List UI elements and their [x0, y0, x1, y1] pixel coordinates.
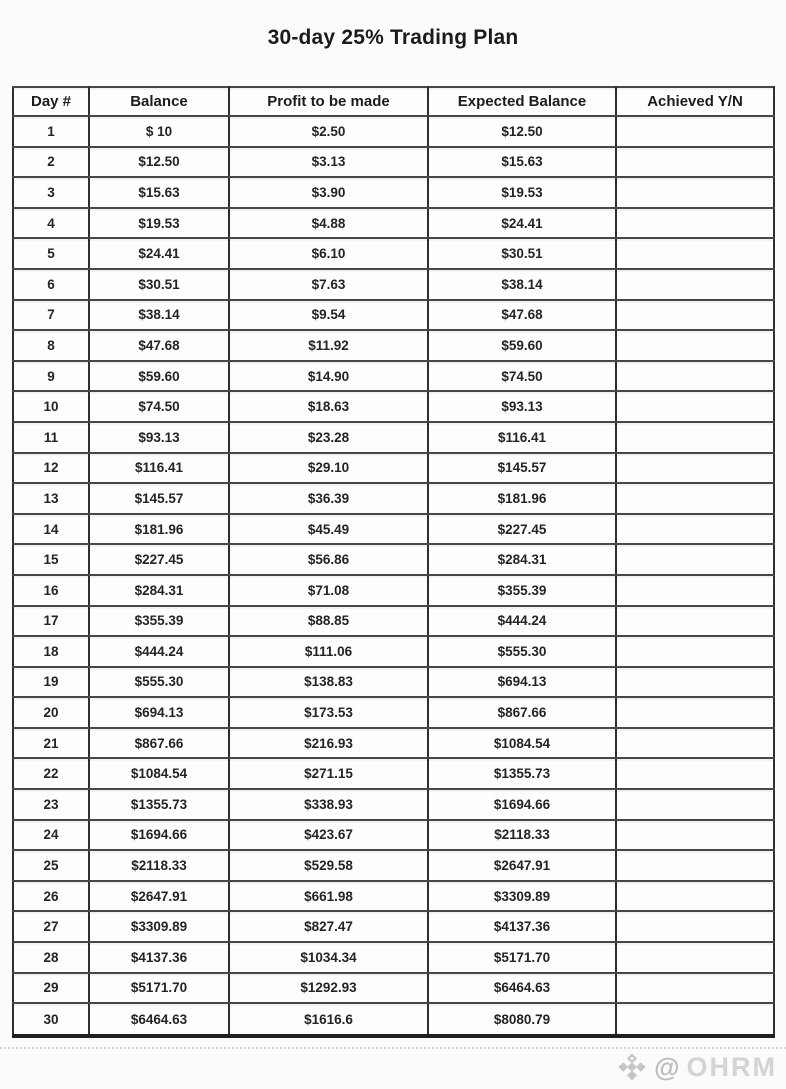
- table-row: [13, 911, 774, 942]
- binance-diamond-icon: [617, 1052, 647, 1082]
- profit-cell: $1616.6: [229, 1003, 428, 1036]
- day-cell: 23: [13, 789, 89, 820]
- day-cell: 22: [13, 758, 89, 789]
- expected-balance-cell: $93.13: [428, 391, 616, 422]
- balance-cell: $2118.33: [89, 850, 229, 881]
- balance-cell: $181.96: [89, 514, 229, 545]
- expected-balance-cell: $74.50: [428, 361, 616, 392]
- expected-balance-cell: $59.60: [428, 330, 616, 361]
- balance-cell: $284.31: [89, 575, 229, 606]
- day-cell: 9: [13, 361, 89, 392]
- achieved-cell: [616, 391, 774, 422]
- balance-cell: $ 10: [89, 116, 229, 147]
- balance-cell: $1694.66: [89, 820, 229, 851]
- profit-cell: $3.90: [229, 177, 428, 208]
- profit-cell: $4.88: [229, 208, 428, 239]
- table-row: [13, 606, 774, 637]
- table-shadow-line: [0, 1047, 786, 1049]
- balance-cell: $444.24: [89, 636, 229, 667]
- profit-cell: $529.58: [229, 850, 428, 881]
- day-cell: 12: [13, 453, 89, 484]
- balance-cell: $3309.89: [89, 911, 229, 942]
- balance-cell: $1084.54: [89, 758, 229, 789]
- day-cell: 26: [13, 881, 89, 912]
- expected-balance-cell: $555.30: [428, 636, 616, 667]
- achieved-cell: [616, 820, 774, 851]
- day-cell: 6: [13, 269, 89, 300]
- achieved-cell: [616, 758, 774, 789]
- day-cell: 7: [13, 300, 89, 331]
- expected-balance-cell: $19.53: [428, 177, 616, 208]
- achieved-cell: [616, 483, 774, 514]
- achieved-cell: [616, 177, 774, 208]
- profit-cell: $88.85: [229, 606, 428, 637]
- achieved-cell: [616, 422, 774, 453]
- profit-cell: $11.92: [229, 330, 428, 361]
- balance-cell: $555.30: [89, 667, 229, 698]
- table-row: [13, 483, 774, 514]
- balance-cell: $867.66: [89, 728, 229, 759]
- profit-cell: $14.90: [229, 361, 428, 392]
- profit-cell: $36.39: [229, 483, 428, 514]
- achieved-cell: [616, 453, 774, 484]
- achieved-cell: [616, 514, 774, 545]
- achieved-cell: [616, 1003, 774, 1036]
- table-row: [13, 667, 774, 698]
- expected-balance-cell: $145.57: [428, 453, 616, 484]
- achieved-cell: [616, 147, 774, 178]
- profit-cell: $7.63: [229, 269, 428, 300]
- achieved-cell: [616, 973, 774, 1004]
- expected-balance-cell: $116.41: [428, 422, 616, 453]
- day-cell: 25: [13, 850, 89, 881]
- balance-cell: $694.13: [89, 697, 229, 728]
- header-balance: Balance: [89, 87, 229, 116]
- balance-cell: $59.60: [89, 361, 229, 392]
- table-row: [13, 391, 774, 422]
- balance-cell: $38.14: [89, 300, 229, 331]
- expected-balance-cell: $5171.70: [428, 942, 616, 973]
- table-row: [13, 636, 774, 667]
- achieved-cell: [616, 789, 774, 820]
- table-row: [13, 575, 774, 606]
- table-row: [13, 973, 774, 1004]
- balance-cell: $6464.63: [89, 1003, 229, 1036]
- achieved-cell: [616, 238, 774, 269]
- achieved-cell: [616, 667, 774, 698]
- table-row: [13, 789, 774, 820]
- day-cell: 5: [13, 238, 89, 269]
- profit-cell: $6.10: [229, 238, 428, 269]
- profit-cell: $2.50: [229, 116, 428, 147]
- profit-cell: $138.83: [229, 667, 428, 698]
- balance-cell: $93.13: [89, 422, 229, 453]
- table-row: [13, 300, 774, 331]
- day-cell: 1: [13, 116, 89, 147]
- expected-balance-cell: $1694.66: [428, 789, 616, 820]
- expected-balance-cell: $15.63: [428, 147, 616, 178]
- table-row: [13, 697, 774, 728]
- profit-cell: $71.08: [229, 575, 428, 606]
- table-row: [13, 1003, 774, 1036]
- day-cell: 4: [13, 208, 89, 239]
- achieved-cell: [616, 728, 774, 759]
- day-cell: 11: [13, 422, 89, 453]
- balance-cell: $2647.91: [89, 881, 229, 912]
- expected-balance-cell: $47.68: [428, 300, 616, 331]
- day-cell: 8: [13, 330, 89, 361]
- profit-cell: $45.49: [229, 514, 428, 545]
- profit-cell: $423.67: [229, 820, 428, 851]
- table-row: [13, 728, 774, 759]
- day-cell: 21: [13, 728, 89, 759]
- balance-cell: $24.41: [89, 238, 229, 269]
- expected-balance-cell: $24.41: [428, 208, 616, 239]
- day-cell: 24: [13, 820, 89, 851]
- profit-cell: $1292.93: [229, 973, 428, 1004]
- table-row: [13, 881, 774, 912]
- profit-cell: $216.93: [229, 728, 428, 759]
- day-cell: 18: [13, 636, 89, 667]
- header-day: Day #: [13, 87, 89, 116]
- expected-balance-cell: $38.14: [428, 269, 616, 300]
- expected-balance-cell: $3309.89: [428, 881, 616, 912]
- expected-balance-cell: $867.66: [428, 697, 616, 728]
- watermark-name: OHRM: [686, 1051, 777, 1082]
- day-cell: 2: [13, 147, 89, 178]
- expected-balance-cell: $2647.91: [428, 850, 616, 881]
- balance-cell: $116.41: [89, 453, 229, 484]
- profit-cell: $3.13: [229, 147, 428, 178]
- day-cell: 28: [13, 942, 89, 973]
- achieved-cell: [616, 850, 774, 881]
- profit-cell: $1034.34: [229, 942, 428, 973]
- expected-balance-cell: $4137.36: [428, 911, 616, 942]
- profit-cell: $29.10: [229, 453, 428, 484]
- day-cell: 19: [13, 667, 89, 698]
- day-cell: 15: [13, 544, 89, 575]
- balance-cell: $145.57: [89, 483, 229, 514]
- profit-cell: $18.63: [229, 391, 428, 422]
- day-cell: 30: [13, 1003, 89, 1036]
- profit-cell: $23.28: [229, 422, 428, 453]
- achieved-cell: [616, 911, 774, 942]
- table-row: [13, 361, 774, 392]
- achieved-cell: [616, 361, 774, 392]
- balance-cell: $19.53: [89, 208, 229, 239]
- achieved-cell: [616, 575, 774, 606]
- header-expected-balance: Expected Balance: [428, 87, 616, 116]
- profit-cell: $271.15: [229, 758, 428, 789]
- table-row: [13, 422, 774, 453]
- table-header-row: [13, 87, 774, 116]
- achieved-cell: [616, 269, 774, 300]
- table-row: [13, 758, 774, 789]
- expected-balance-cell: $1355.73: [428, 758, 616, 789]
- expected-balance-cell: $694.13: [428, 667, 616, 698]
- table-row: [13, 820, 774, 851]
- table-row: [13, 177, 774, 208]
- expected-balance-cell: $227.45: [428, 514, 616, 545]
- expected-balance-cell: $181.96: [428, 483, 616, 514]
- table-row: [13, 942, 774, 973]
- expected-balance-cell: $8080.79: [428, 1003, 616, 1036]
- balance-cell: $5171.70: [89, 973, 229, 1004]
- profit-cell: $111.06: [229, 636, 428, 667]
- achieved-cell: [616, 881, 774, 912]
- profit-cell: $9.54: [229, 300, 428, 331]
- table-row: [13, 453, 774, 484]
- balance-cell: $74.50: [89, 391, 229, 422]
- achieved-cell: [616, 208, 774, 239]
- profit-cell: $661.98: [229, 881, 428, 912]
- header-profit: Profit to be made: [229, 87, 428, 116]
- expected-balance-cell: $2118.33: [428, 820, 616, 851]
- day-cell: 14: [13, 514, 89, 545]
- table-row: [13, 850, 774, 881]
- expected-balance-cell: $355.39: [428, 575, 616, 606]
- day-cell: 17: [13, 606, 89, 637]
- balance-cell: $1355.73: [89, 789, 229, 820]
- table-row: [13, 208, 774, 239]
- day-cell: 27: [13, 911, 89, 942]
- expected-balance-cell: $30.51: [428, 238, 616, 269]
- table-row: [13, 147, 774, 178]
- table-row: [13, 238, 774, 269]
- balance-cell: $4137.36: [89, 942, 229, 973]
- day-cell: 13: [13, 483, 89, 514]
- expected-balance-cell: $1084.54: [428, 728, 616, 759]
- balance-cell: $15.63: [89, 177, 229, 208]
- achieved-cell: [616, 942, 774, 973]
- achieved-cell: [616, 697, 774, 728]
- day-cell: 20: [13, 697, 89, 728]
- day-cell: 10: [13, 391, 89, 422]
- table-row: [13, 544, 774, 575]
- balance-cell: $355.39: [89, 606, 229, 637]
- balance-cell: $47.68: [89, 330, 229, 361]
- table-row: [13, 269, 774, 300]
- profit-cell: $56.86: [229, 544, 428, 575]
- watermark: [617, 1051, 777, 1083]
- header-achieved: Achieved Y/N: [616, 87, 774, 116]
- balance-cell: $12.50: [89, 147, 229, 178]
- profit-cell: $173.53: [229, 697, 428, 728]
- achieved-cell: [616, 116, 774, 147]
- day-cell: 29: [13, 973, 89, 1004]
- page-title: 30-day 25% Trading Plan: [267, 26, 519, 49]
- profit-cell: $827.47: [229, 911, 428, 942]
- expected-balance-cell: $12.50: [428, 116, 616, 147]
- expected-balance-cell: $6464.63: [428, 973, 616, 1004]
- day-cell: 3: [13, 177, 89, 208]
- day-cell: 16: [13, 575, 89, 606]
- table-row: [13, 116, 774, 147]
- profit-cell: $338.93: [229, 789, 428, 820]
- table-row: [13, 514, 774, 545]
- trading-plan-table: [12, 86, 775, 1038]
- expected-balance-cell: $284.31: [428, 544, 616, 575]
- achieved-cell: [616, 544, 774, 575]
- watermark-at-symbol: @: [654, 1052, 680, 1082]
- achieved-cell: [616, 606, 774, 637]
- achieved-cell: [616, 330, 774, 361]
- expected-balance-cell: $444.24: [428, 606, 616, 637]
- achieved-cell: [616, 636, 774, 667]
- balance-cell: $227.45: [89, 544, 229, 575]
- table-row: [13, 330, 774, 361]
- achieved-cell: [616, 300, 774, 331]
- balance-cell: $30.51: [89, 269, 229, 300]
